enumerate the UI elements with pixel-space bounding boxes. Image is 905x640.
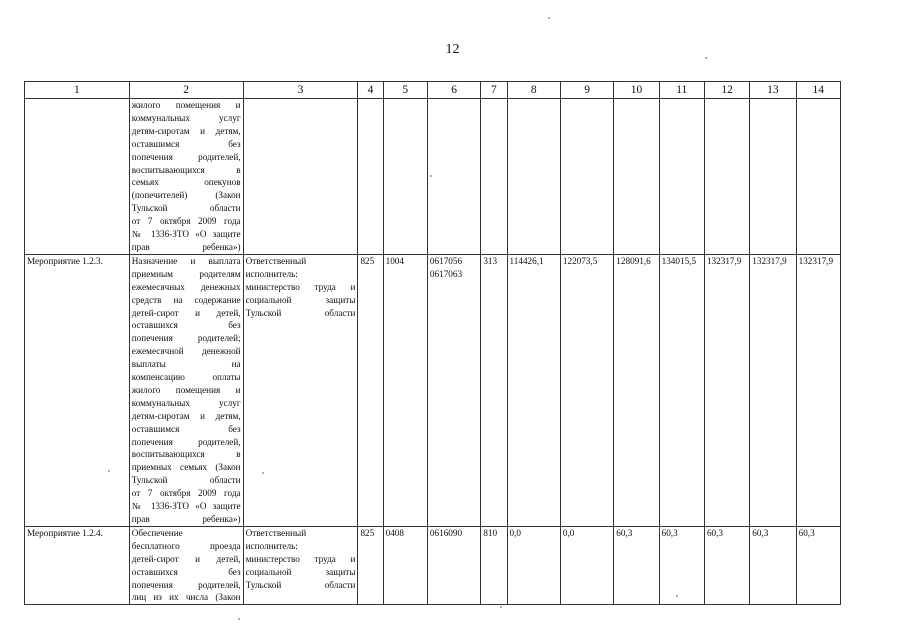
value-cell: 114426,1 [507, 254, 560, 526]
description-line: оставшихся без [131, 566, 241, 577]
description-line: жилого помещения и [131, 100, 241, 110]
description-line: попечения родителей, [131, 579, 241, 590]
table-row [25, 254, 841, 526]
description-line: Тульской области [131, 203, 241, 214]
description-line: воспитывающихся в [131, 449, 241, 460]
description-line: лиц из их числа (Закон [131, 592, 241, 603]
table-row [25, 99, 841, 255]
executor-line: исполнитель: [245, 268, 298, 279]
description-line: оставшихся без [131, 320, 241, 331]
column-number-12: 12 [704, 82, 749, 99]
value-cell: 128091,6 [614, 254, 659, 526]
measure-cell [25, 99, 130, 255]
expense-type-cell: 810 [481, 526, 507, 604]
description-line: семьях опекунов [131, 177, 241, 188]
description-line: Назначение и выплата [131, 255, 241, 266]
description-line: от 7 октября 2009 года [131, 488, 241, 499]
ministry-code-cell: 825 [358, 526, 383, 604]
page-number: 12 [445, 42, 460, 57]
expense-type-cell [481, 99, 507, 255]
executor-line: Тульской области [245, 307, 356, 318]
target-article-line: 0616090 [429, 527, 463, 538]
target-article-line: 0617063 [429, 268, 463, 279]
table-header-row [25, 82, 841, 99]
executor-cell [243, 526, 358, 604]
description-line: ежемесячной денежной [131, 346, 241, 357]
column-number-14: 14 [796, 82, 840, 99]
value-cell: 122073,5 [560, 254, 613, 526]
description-cell [129, 254, 243, 526]
executor-line: Ответственный [245, 527, 307, 538]
description-line: воспитывающихся в [131, 164, 241, 175]
scan-speck [262, 472, 264, 474]
value-cell: 60,3 [704, 526, 749, 604]
executor-line: министерство труда и [245, 553, 356, 564]
ministry-code-cell [358, 99, 383, 255]
executor-line: Ответственный [245, 255, 307, 266]
value-cell: 132317,9 [796, 254, 840, 526]
measure-cell: Мероприятие 1.2.4. [25, 526, 130, 604]
description-line: детей-сирот и детей, [131, 553, 241, 564]
expense-type-cell: 313 [481, 254, 507, 526]
target-article-line: 0617056 [429, 255, 463, 266]
section-code-cell [383, 99, 427, 255]
target-article-cell [427, 254, 480, 526]
column-number-2: 2 [129, 82, 243, 99]
description-line: ежемесячных денежных [131, 281, 241, 292]
value-cell [659, 99, 704, 255]
scan-speck [238, 618, 240, 620]
description-line: детям-сиротам и детям, [131, 125, 241, 136]
target-article-cell [427, 526, 480, 604]
description-line: приемных семьях (Закон [131, 462, 241, 473]
section-code-cell: 1004 [383, 254, 427, 526]
description-line: компенсацию оплаты [131, 372, 241, 383]
value-cell: 0,0 [560, 526, 613, 604]
executor-cell [243, 99, 358, 255]
description-line: попечения родителей, [131, 436, 241, 447]
description-line: средств на содержание [131, 294, 241, 305]
column-number-9: 9 [560, 82, 613, 99]
value-cell: 0,0 [507, 526, 560, 604]
value-cell [796, 99, 840, 255]
scan-speck [705, 57, 707, 59]
value-cell: 60,3 [750, 526, 796, 604]
value-cell [750, 99, 796, 255]
executor-line: Тульской области [245, 579, 356, 590]
description-line: (попечителей) (Закон [131, 190, 241, 201]
value-cell [614, 99, 659, 255]
description-line: детей-сирот и детей, [131, 307, 241, 318]
target-article-cell [427, 99, 480, 255]
ministry-code-cell: 825 [358, 254, 383, 526]
value-cell [704, 99, 749, 255]
scan-speck [430, 175, 432, 177]
description-line: попечения родителей, [131, 151, 241, 162]
executor-line: исполнитель: [245, 540, 298, 551]
description-line: оставшимся без [131, 138, 241, 149]
description-line: прав ребенка») [131, 514, 241, 524]
column-number-7: 7 [481, 82, 507, 99]
description-line: коммунальных услуг [131, 112, 241, 123]
description-line: Тульской области [131, 475, 241, 486]
executor-cell [243, 254, 358, 526]
column-number-3: 3 [243, 82, 358, 99]
description-line: выплаты на [131, 359, 241, 370]
executor-line: социальной защиты [245, 294, 356, 305]
table-row [25, 526, 841, 604]
description-line: оставшимся без [131, 423, 241, 434]
column-number-5: 5 [383, 82, 427, 99]
column-number-8: 8 [507, 82, 560, 99]
column-number-11: 11 [659, 82, 704, 99]
column-number-10: 10 [614, 82, 659, 99]
value-cell: 132317,9 [750, 254, 796, 526]
description-line: коммунальных услуг [131, 397, 241, 408]
value-cell: 60,3 [614, 526, 659, 604]
executor-line: министерство труда и [245, 281, 356, 292]
description-line: детям-сиротам и детям, [131, 410, 241, 421]
description-cell [129, 99, 243, 255]
value-cell: 60,3 [659, 526, 704, 604]
column-number-4: 4 [358, 82, 383, 99]
value-cell [507, 99, 560, 255]
description-cell [129, 526, 243, 604]
column-number-6: 6 [427, 82, 480, 99]
column-number-13: 13 [750, 82, 796, 99]
description-line: попечения родителей; [131, 333, 241, 344]
description-line: № 1336-ЗТО «О защите [131, 229, 241, 240]
scan-speck [676, 595, 678, 597]
value-cell: 132317,9 [704, 254, 749, 526]
scan-speck [500, 606, 502, 608]
scan-speck [548, 17, 550, 19]
description-line: жилого помещения и [131, 384, 241, 395]
description-line: бесплатного проезда [131, 540, 241, 551]
description-line: № 1336-ЗТО «О защите [131, 501, 241, 512]
executor-line: социальной защиты [245, 566, 356, 577]
value-cell: 134015,5 [659, 254, 704, 526]
program-measures-table [24, 81, 841, 605]
column-number-1: 1 [25, 82, 130, 99]
measure-cell: Мероприятие 1.2.3. [25, 254, 130, 526]
section-code-cell: 0408 [383, 526, 427, 604]
description-line: приемным родителям [131, 268, 241, 279]
description-line: прав ребенка») [131, 241, 241, 252]
description-line: Обеспечение [131, 527, 183, 538]
value-cell [560, 99, 613, 255]
description-line: от 7 октября 2009 года [131, 216, 241, 227]
scan-speck [108, 470, 110, 472]
value-cell: 60,3 [796, 526, 840, 604]
